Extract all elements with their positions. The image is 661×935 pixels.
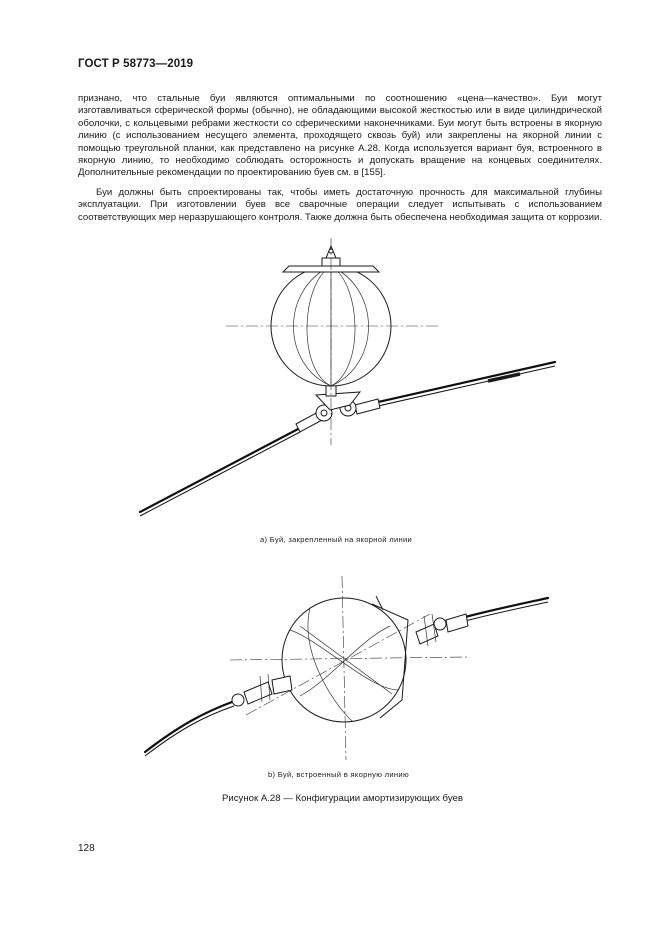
body-paragraph-1: признано, что стальные буи являются оптимальными по соотношению «цена—качество». Буи могут изготавливаться сферической формы (обычно), не обладающими высокой жесткостью или в виде цилиндрической оболочки, с кольцевыми ребрами жесткости со сферическими наконечниками. Буи могут быть встроены в якорную линию (с использованием несущего элемента, проходящего сквозь буй) или закреплены на якорной линии с помощью треугольной планки, как представлено на рисунке А.28. Когда используется вариант буя, встроенного в якорную линию, то необходимо соблюдать осторожность и допускать вращение на концевых соединителях. Дополнительные рекомендации по проектированию буев см. в [155]. bbox=[78, 93, 602, 179]
figure-b-buoy-inline-drawing bbox=[0, 565, 661, 765]
body-paragraph-2: Буи должны быть спроектированы так, чтобы иметь достаточную прочность для максимальной глубины эксплуатации. При изготовлении буев все сварочные операции следует испытывать с использованием соответствующих мер неразрушающего контроля. Также должна быть обеспечена необходимая защита от коррозии. bbox=[78, 187, 602, 223]
figure-b-caption: b) Буй, встроенный в якорную линию bbox=[268, 770, 409, 779]
standard-header: ГОСТ Р 58773—2019 bbox=[78, 58, 194, 70]
page-number: 128 bbox=[78, 843, 95, 854]
figure-a-buoy-clamped-drawing bbox=[0, 230, 661, 530]
figure-a-caption: а) Буй, закрепленный на якорной линии bbox=[260, 535, 413, 544]
figure-title: Рисунок А.28 — Конфигурации амортизирующих буев bbox=[222, 793, 463, 804]
